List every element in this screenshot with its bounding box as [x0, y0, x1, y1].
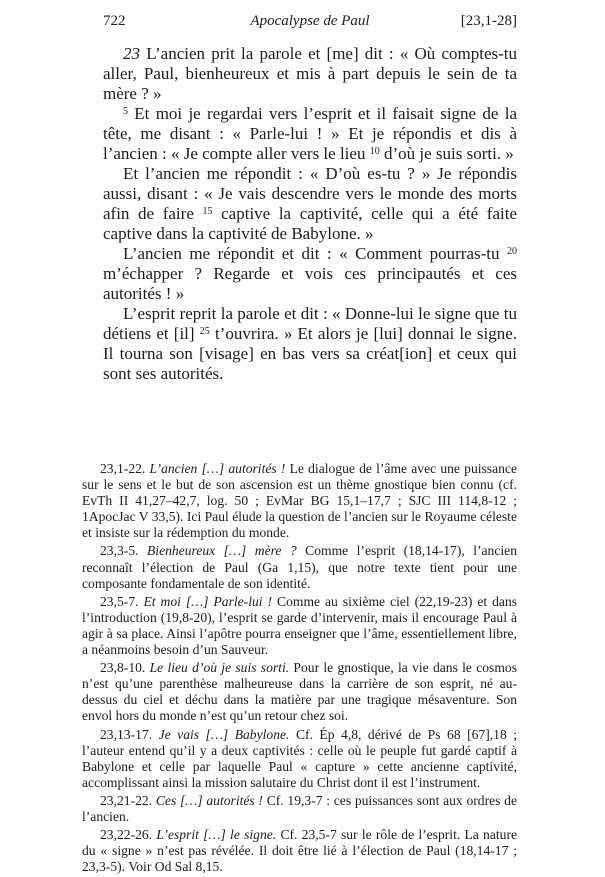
paragraph-5-text-a: L’esprit reprit la parole et dit : « Donne-lui le signe que tu détiens et [il] — [103, 304, 517, 343]
note-text: Comme au sixième ciel (22,19-23) et dans l’introduction (19,8-20), l’esprit se garde d’intervenir, mais il encourage Paul à agir à sa place. Ainsi l’apôtre pourra enseigner que l’âme, essentiellement libre, a néanmoins besoin d’un Sauveur. — [82, 593, 518, 658]
paragraph-4 — [103, 244, 517, 304]
note — [82, 727, 517, 791]
paragraph-3-text-b: captive la captivité, celle qui a été faite captive dans la captivité de Babylone. » — [103, 204, 517, 243]
paragraph-2 — [103, 104, 517, 164]
note — [82, 827, 517, 875]
note-lemma: Le lieu d’où je suis sorti. — [149, 660, 290, 676]
note — [82, 793, 517, 825]
paragraph-3-text-a: Et l’ancien me répondit : « D’où es-tu ? » Je répondis aussi, disant : « Je vais descendre vers le monde des morts afin de faire — [103, 164, 517, 223]
note-reference: 23,8-10. — [100, 660, 146, 676]
commentary-notes — [82, 461, 517, 877]
paragraph-4-text-a: L’ancien me répondit et dit : « Comment pourras-tu — [123, 244, 500, 263]
chapter-number: 23 — [123, 44, 140, 63]
note-text: Cf. Ép 4,8, dérivé de Ps 68 [67],18 ; l’auteur entend qu’il y a deux captivités : celle où le peuple fut gardé captif à Babylone et celle par laquelle Paul « capture » cette ancienne captivité, accomplissant ainsi la mission salutaire du Christ dont il est l’instrument. — [82, 726, 518, 790]
line-number-10: 10 — [369, 146, 380, 157]
paragraph-1-text: L’ancien prit la parole et [me] dit : « Où comptes-tu aller, Paul, bienheureux et mis à part depuis le sein de ta mère ? » — [103, 44, 518, 103]
note-reference: 23,13-17. — [100, 726, 153, 742]
note-reference: 23,5-7. — [100, 593, 139, 609]
paragraph-3 — [103, 164, 517, 244]
running-title: Apocalypse de Paul — [250, 13, 370, 29]
note-text: Comme l’esprit (18,14-17), l’ancien reconnaît l’élection de Paul (Ga 1,15), que notre texte tient pour une composante fondamentale de son identité. — [82, 543, 517, 591]
paragraph-2-text-a: Et moi je regardai vers l’esprit et il faisait signe de la tête, me disant : « Parle-lui ! » Et je répondis et dis à l’ancien : « Je compte aller vers le lieu — [103, 104, 517, 163]
paragraph-1 — [103, 44, 517, 104]
note-lemma: L’esprit […] le signe. — [156, 827, 277, 843]
note-lemma: Et moi […] Parle-lui ! — [143, 593, 273, 609]
note-reference: 23,3-5. — [100, 543, 139, 559]
note-reference: 23,22-26. — [100, 827, 153, 843]
note-lemma: Bienheureux […] mère ? — [146, 543, 297, 559]
main-text — [103, 44, 517, 384]
note-reference: 23,1-22. — [100, 461, 146, 476]
note — [82, 660, 517, 724]
note — [82, 594, 517, 658]
note-lemma: Ces […] autorités ! — [155, 792, 263, 808]
section-reference: [23,1-28] — [460, 13, 517, 29]
note-text: Pour le gnostique, la vie dans le cosmos n’est qu’une parenthèse malheureuse dans la carrière de son esprit, né au-dessus du ciel et déchu dans la matière par une tragique mésaventure. Son envol hors du monde n’est qu’un retour chez soi. — [82, 660, 517, 724]
line-number-25: 25 — [199, 326, 210, 337]
running-header — [103, 13, 517, 35]
paragraph-2-text-b: d’où je suis sorti. » — [383, 144, 514, 163]
note-lemma: Je vais […] Babylone. — [158, 726, 290, 742]
note-text: Le dialogue de l’âme avec une puissance sur le sens et le but de son ascension est un thème gnostique bien connu (cf. EvTh II 41,27–42,7, log. 50 ; EvMar BG 15,1–17,7 ; SJC III 114,8-12 ; 1ApocJac V 33,5). Ici Paul élude la question de l’ancien sur le Royaume céleste et insiste sur la rédemption du monde. — [82, 461, 517, 541]
page-number: 722 — [103, 13, 126, 29]
note — [82, 461, 517, 541]
note-lemma: L’ancien […] autorités ! — [149, 461, 286, 476]
line-number-20: 20 — [507, 246, 518, 257]
note-text: Cf. 19,3-7 : ces puissances sont aux ordres de l’ancien. — [82, 792, 517, 824]
line-number-5: 5 — [123, 106, 128, 117]
line-number-15: 15 — [202, 206, 213, 217]
paragraph-5 — [103, 304, 517, 384]
paragraph-5-text-b: t’ouvrira. » Et alors je [lui] donnai le signe. Il tourna son [visage] en bas vers sa créat[ion] et ceux qui sont ses autorités. — [103, 324, 517, 383]
note — [82, 543, 517, 591]
paragraph-4-text-b: m’échapper ? Regarde et vois ces principautés et ces autorités ! » — [103, 264, 517, 303]
note-reference: 23,21-22. — [100, 792, 153, 808]
note-text: Cf. 23,5-7 sur le rôle de l’esprit. La nature du « signe » n’est pas révélée. Il doit être lié à l’élection de Paul (18,14-17 ; 23,3-5). Voir Od Sal 8,15. — [82, 827, 518, 875]
